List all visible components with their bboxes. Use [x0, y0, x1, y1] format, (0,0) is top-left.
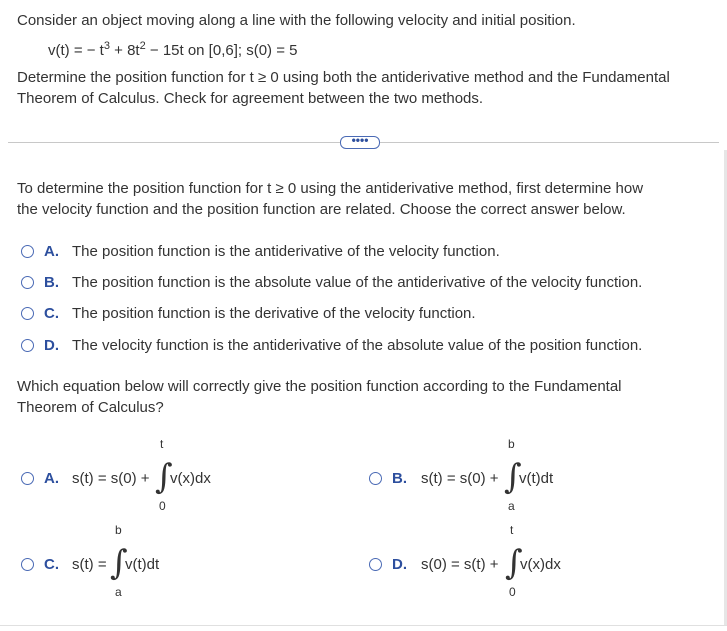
upper-limit: t	[160, 437, 164, 451]
velocity-mid: + 8t	[109, 42, 140, 59]
radio-icon[interactable]	[21, 558, 34, 571]
integrand: v(x)dx	[520, 556, 561, 573]
velocity-lhs: v(t) = − t	[48, 42, 104, 59]
upper-limit: b	[115, 523, 122, 537]
option-letter: B.	[44, 274, 59, 291]
velocity-rhs: − 15t on [0,6]; s(0) = 5	[145, 42, 298, 59]
problem-intro: Consider an object moving along a line with the following velocity and initial position.	[17, 12, 576, 29]
option-letter: D.	[44, 337, 59, 354]
question1-line-1: To determine the position function for t ≥ 0 using the antiderivative method, first determine how	[17, 180, 644, 197]
option-text: The position function is the derivative of the velocity function.	[72, 305, 476, 322]
radio-icon[interactable]	[21, 339, 34, 352]
integral-sign: ∫	[110, 543, 128, 583]
exponent-3: 3	[103, 40, 110, 52]
integral-sign: ∫	[505, 543, 523, 583]
lower-limit: 0	[509, 585, 516, 599]
upper-limit: t	[510, 523, 514, 537]
integrand: v(x)dx	[170, 470, 211, 487]
option-letter: C.	[44, 556, 59, 573]
task-line-2: Theorem of Calculus. Check for agreement between the two methods.	[17, 90, 484, 107]
option-letter: C.	[44, 305, 59, 322]
integrand: v(t)dt	[519, 470, 554, 487]
option-letter: A.	[44, 243, 59, 260]
option-text: The velocity function is the antiderivative of the absolute value of the position function.	[72, 337, 643, 354]
equation-prefix: s(t) = s(0) +	[421, 470, 499, 487]
lower-limit: a	[115, 585, 122, 599]
lower-limit: a	[508, 499, 515, 513]
radio-icon[interactable]	[369, 558, 382, 571]
radio-icon[interactable]	[21, 307, 34, 320]
radio-icon[interactable]	[369, 472, 382, 485]
velocity-equation	[48, 40, 297, 63]
integral-sign: ∫	[504, 457, 522, 497]
question1-line-2: the velocity function and the position function are related. Choose the correct answer below.	[17, 201, 626, 218]
lower-limit: 0	[159, 499, 166, 513]
question2-line-1: Which equation below will correctly give the position function according to the Fundamental	[17, 378, 622, 395]
task-line-1: Determine the position function for t ≥ 0 using both the antiderivative method and the Fundamental	[17, 69, 670, 86]
equation-prefix: s(t) =	[72, 556, 107, 573]
option-text: The position function is the absolute value of the antiderivative of the velocity function.	[72, 274, 643, 291]
option-letter: D.	[392, 556, 407, 573]
equation-prefix: s(t) = s(0) +	[72, 470, 150, 487]
expand-button[interactable]: ••••	[340, 136, 380, 149]
radio-icon[interactable]	[21, 276, 34, 289]
exponent-2: 2	[139, 40, 146, 52]
option-letter: A.	[44, 470, 59, 487]
option-text: The position function is the antiderivative of the velocity function.	[72, 243, 500, 260]
equation-prefix: s(0) = s(t) +	[421, 556, 499, 573]
upper-limit: b	[508, 437, 515, 451]
radio-icon[interactable]	[21, 472, 34, 485]
integrand: v(t)dt	[125, 556, 160, 573]
radio-icon[interactable]	[21, 245, 34, 258]
integral-sign: ∫	[155, 457, 173, 497]
option-letter: B.	[392, 470, 407, 487]
question2-line-2: Theorem of Calculus?	[17, 399, 164, 416]
bottom-divider	[0, 625, 727, 626]
